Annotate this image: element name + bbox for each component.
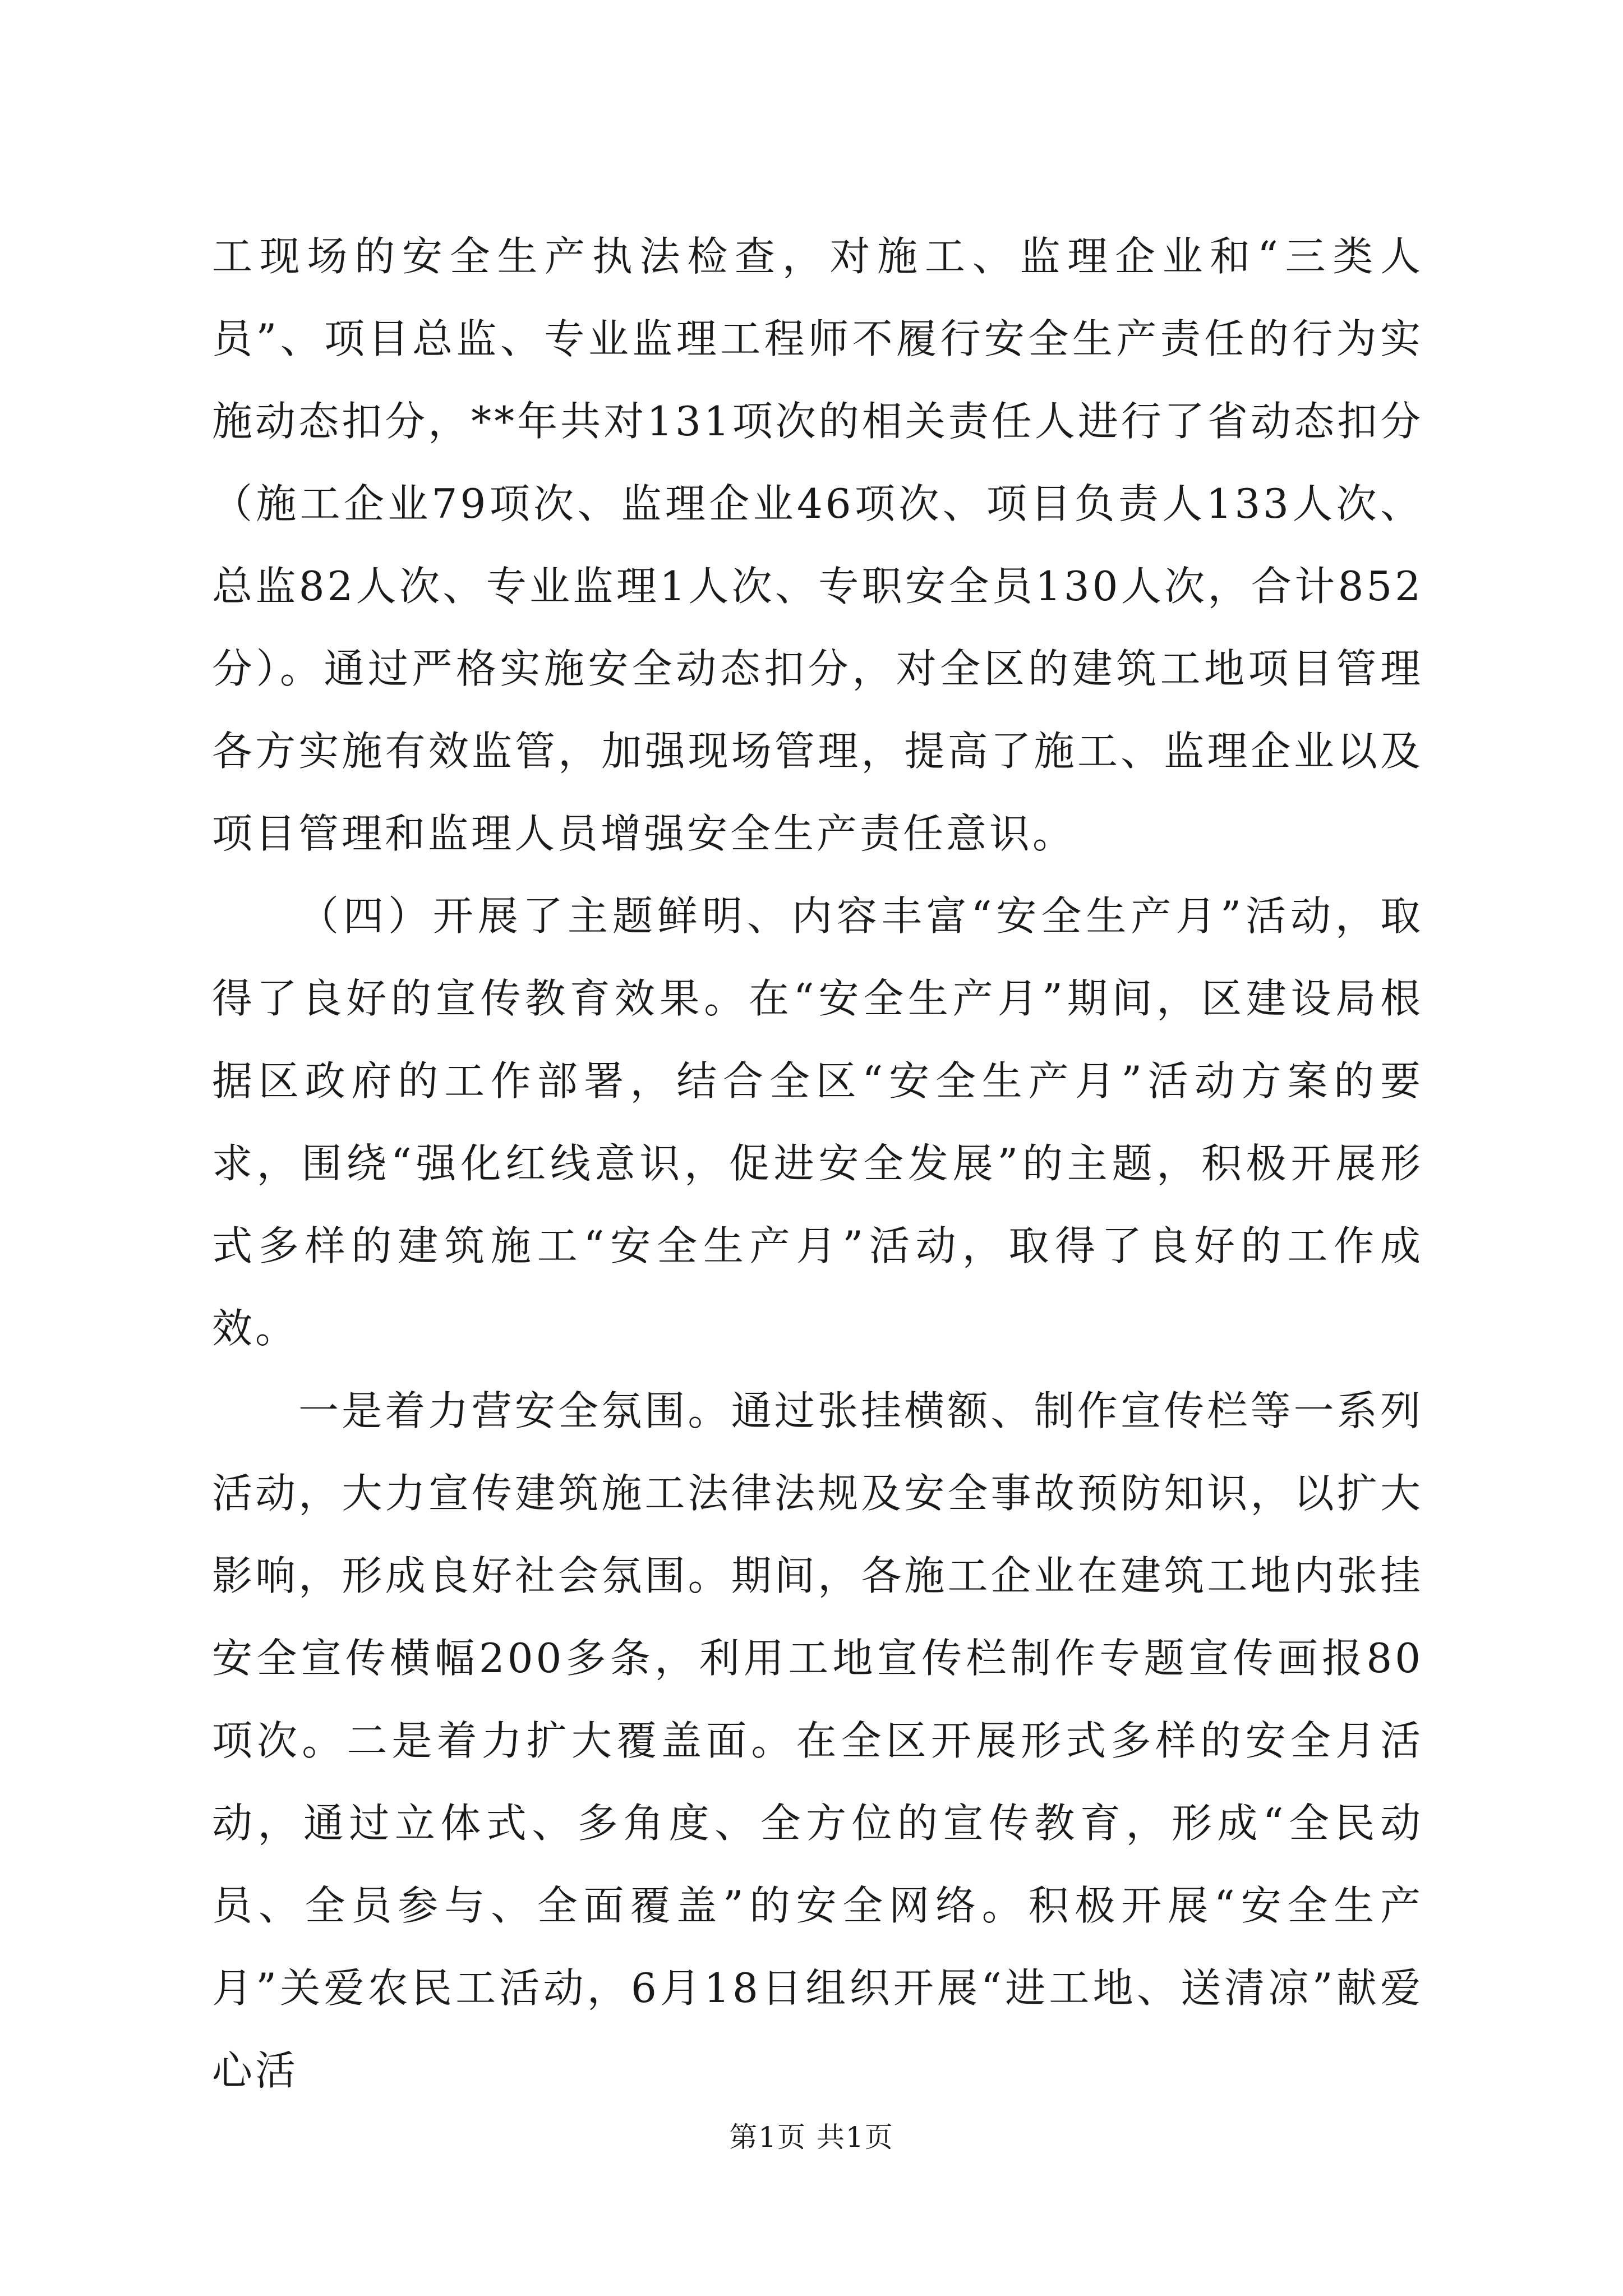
page-footer: 第1页 共1页 (729, 2121, 894, 2154)
paragraph-enforcement-deductions: 工现场的安全生产执法检查，对施工、监理企业和“三类人员”、项目总监、专业监理工程师不履行安全生产责任的行为实施动态扣分，**年共对131项次的相关责任人进行了省动态扣分（施工企业79项次、监理企业46项次、项目负责人133人次、总监82人次、专业监理1人次、专职安全员130人次，合计852分）。通过严格实施安全动态扣分，对全区的建筑工地项目管理各方实施有效监管，加强现场管理，提高了施工、监理企业以及项目管理和监理人员增强安全生产责任意识。 (212, 233, 1423, 857)
paragraph-safety-atmosphere: 一是着力营安全氛围。通过张挂横额、制作宣传栏等一系列活动，大力宣传建筑施工法律法规及安全事故预防知识，以扩大影响，形成良好社会氛围。期间，各施工企业在建筑工地内张挂安全宣传横幅200多条，利用工地宣传栏制作专题宣传画报80项次。二是着力扩大覆盖面。在全区开展形式多样的安全月活动，通过立体式、多角度、全方位的宣传教育，形成“全民动员、全员参与、全面覆盖”的安全网络。积极开展“安全生产月”关爱农民工活动，6月18日组织开展“进工地、送清凉”献爱心活 (212, 1387, 1423, 2094)
document-body (212, 215, 1423, 2112)
paragraph-safety-month-activities: （四）开展了主题鲜明、内容丰富“安全生产月”活动，取得了良好的宣传教育效果。在“安全生产月”期间，区建设局根据区政府的工作部署，结合全区“安全生产月”活动方案的要求，围绕“强化红线意识，促进安全发展”的主题，积极开展形式多样的建筑施工“安全生产月”活动，取得了良好的工作成效。 (212, 892, 1423, 1352)
